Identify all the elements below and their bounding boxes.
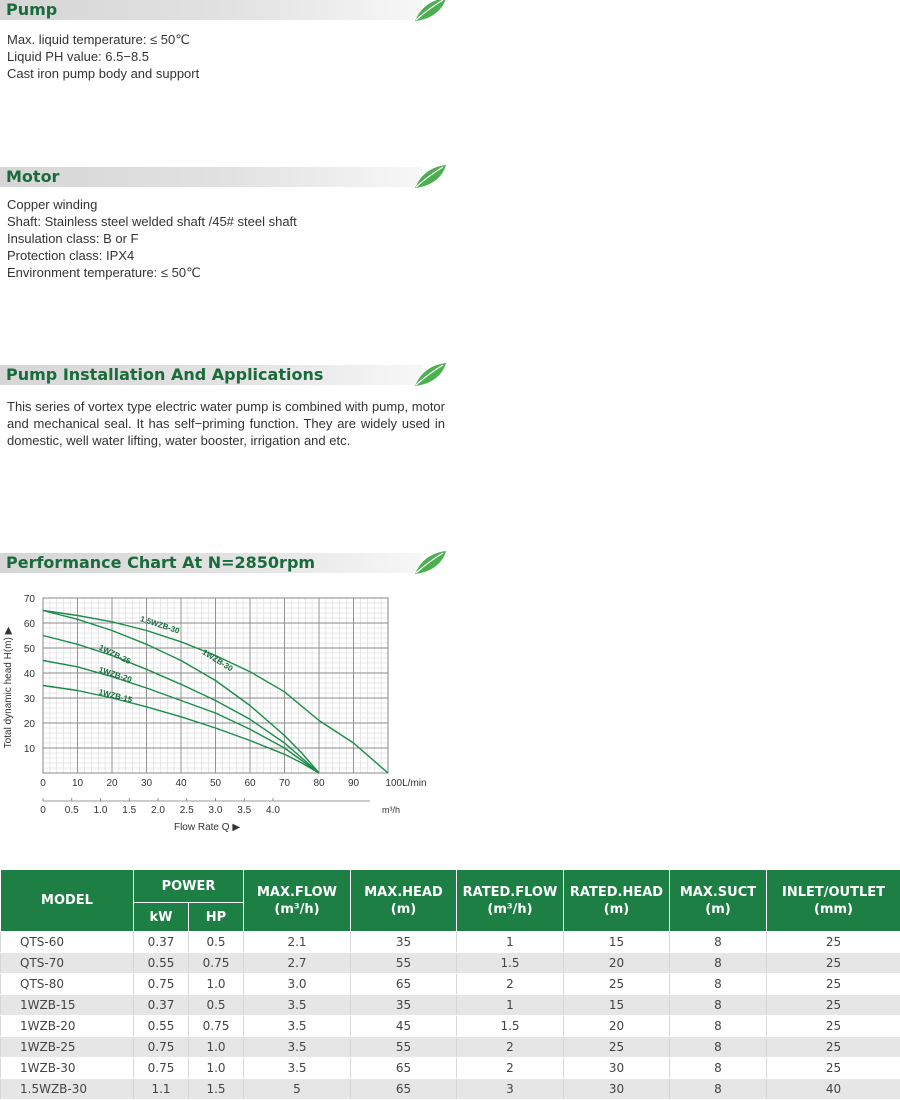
header-bar: [0, 0, 422, 20]
table-cell: 8: [670, 953, 767, 974]
x-tick-label: 10: [72, 778, 84, 789]
table-cell: 25: [767, 1016, 900, 1037]
series-label: 1WZB-20: [98, 665, 134, 684]
header-inlet-outlet: INLET/OUTLET (mm): [767, 870, 900, 932]
header-max-head: MAX.HEAD (m): [351, 870, 457, 932]
spec-line: Copper winding: [7, 196, 900, 213]
table-cell: 2: [457, 1037, 564, 1058]
table-cell: 1: [457, 932, 564, 953]
table-row: [1, 932, 900, 953]
x-tick-label: 100L/min: [385, 778, 426, 789]
y-axis-label: Total dynamic head H(m) ▶: [3, 626, 14, 748]
table-cell: 65: [351, 1058, 457, 1079]
spec-line: Max. liquid temperature: ≤ 50℃: [7, 31, 900, 48]
leaf-icon: [413, 164, 447, 190]
table-cell: 15: [564, 932, 670, 953]
table-cell: 0.75: [134, 974, 189, 995]
table-cell: 40: [767, 1079, 900, 1100]
table-cell: 25: [767, 995, 900, 1016]
series-label: 1WZB-30: [201, 648, 235, 674]
table-cell: 55: [351, 953, 457, 974]
pump-section: [0, 0, 900, 82]
table-cell: 65: [351, 1079, 457, 1100]
table-cell: 35: [351, 995, 457, 1016]
model-cell: 1WZB-20: [1, 1016, 134, 1037]
table-row: [1, 1037, 900, 1058]
table-cell: 2: [457, 1058, 564, 1079]
table-cell: 1.0: [189, 1058, 244, 1079]
table-cell: 0.5: [189, 995, 244, 1016]
motor-title: Motor: [6, 167, 59, 187]
y-tick-label: 70: [24, 594, 36, 605]
series-label: 1.5WZB-30: [139, 614, 181, 635]
model-cell: 1WZB-30: [1, 1058, 134, 1079]
table-cell: 30: [564, 1058, 670, 1079]
header-hp: HP: [189, 903, 244, 932]
x-tick-label-m3h: 0.5: [65, 805, 79, 816]
table-cell: 0.5: [189, 932, 244, 953]
x-tick-label-m3h: 0: [40, 805, 46, 816]
series-label: 1WZB-15: [98, 687, 134, 704]
pump-title: Pump: [6, 0, 57, 20]
series-label: 1WZB-25: [97, 643, 132, 666]
header-model: MODEL: [1, 870, 134, 932]
leaf-icon: [413, 0, 447, 23]
x-tick-label: 0: [40, 778, 46, 789]
header-power: POWER: [134, 870, 244, 903]
table-cell: 30: [564, 1079, 670, 1100]
x-tick-label: 70: [279, 778, 291, 789]
performance-header: [0, 553, 445, 575]
installation-section: [0, 365, 900, 449]
x-tick-label: 60: [244, 778, 256, 789]
table-cell: 1.0: [189, 1037, 244, 1058]
table-cell: 0.75: [189, 1016, 244, 1037]
x-tick-label-m3h: 2.5: [180, 805, 194, 816]
table-cell: 8: [670, 974, 767, 995]
header-rated-flow: RATED.FLOW (m³/h): [457, 870, 564, 932]
motor-header: [0, 167, 445, 189]
table-row: [1, 974, 900, 995]
table-row: [1, 1016, 900, 1037]
table-cell: 1.1: [134, 1079, 189, 1100]
header-rated-head: RATED.HEAD (m): [564, 870, 670, 932]
installation-text: This series of vortex type electric water pump is combined with pump, motor and mechanical seal. It has self−priming function. They are widely used in domestic, well water lifting, water booster, irrigation and etc.: [7, 398, 445, 449]
pump-header: [0, 0, 445, 22]
table-cell: 35: [351, 932, 457, 953]
table-cell: 8: [670, 1058, 767, 1079]
x-tick-label: 80: [313, 778, 325, 789]
table-cell: 25: [767, 974, 900, 995]
table-row: [1, 1079, 900, 1100]
table-row: [1, 1058, 900, 1079]
table-cell: 1: [457, 995, 564, 1016]
table-cell: 3.5: [244, 1016, 351, 1037]
spec-line: Cast iron pump body and support: [7, 65, 900, 82]
table-cell: 2: [457, 974, 564, 995]
header-max-flow: MAX.FLOW (m³/h): [244, 870, 351, 932]
table-cell: 0.55: [134, 953, 189, 974]
table-cell: 25: [564, 1037, 670, 1058]
table-cell: 0.55: [134, 1016, 189, 1037]
table-cell: 3.0: [244, 974, 351, 995]
model-cell: 1.5WZB-30: [1, 1079, 134, 1100]
table-cell: 1.5: [189, 1079, 244, 1100]
model-cell: 1WZB-25: [1, 1037, 134, 1058]
table-row: [1, 995, 900, 1016]
table-cell: 25: [767, 1037, 900, 1058]
table-cell: 20: [564, 953, 670, 974]
y-tick-label: 50: [24, 644, 36, 655]
table-cell: 3.5: [244, 995, 351, 1016]
leaf-icon: [413, 362, 447, 388]
table-cell: 8: [670, 995, 767, 1016]
table-cell: 0.75: [134, 1058, 189, 1079]
performance-section: [0, 553, 900, 575]
x-tick-label-m3h: 1.0: [94, 805, 108, 816]
performance-chart: [0, 588, 440, 838]
performance-title: Performance Chart At N=2850rpm: [6, 553, 315, 573]
installation-header: [0, 365, 445, 387]
table-cell: 1.5: [457, 1016, 564, 1037]
x-tick-label-m3h: 3.5: [237, 805, 251, 816]
x-axis-label: Flow Rate Q ▶: [174, 822, 240, 833]
x-tick-label: 20: [106, 778, 118, 789]
pump-specs: [7, 31, 900, 82]
spec-line: Shaft: Stainless steel welded shaft /45# steel shaft: [7, 213, 900, 230]
header-kw: kW: [134, 903, 189, 932]
table-cell: 3.5: [244, 1037, 351, 1058]
x-tick-label: 30: [141, 778, 153, 789]
table-cell: 25: [564, 974, 670, 995]
table-cell: 15: [564, 995, 670, 1016]
table-cell: 1.5: [457, 953, 564, 974]
model-cell: QTS-70: [1, 953, 134, 974]
table-cell: 2.7: [244, 953, 351, 974]
table-cell: 2.1: [244, 932, 351, 953]
spec-table: [0, 869, 900, 1100]
y-tick-label: 40: [24, 669, 36, 680]
x-unit-m3h: m³/h: [382, 805, 400, 815]
model-cell: QTS-80: [1, 974, 134, 995]
x-tick-label: 50: [210, 778, 222, 789]
model-cell: QTS-60: [1, 932, 134, 953]
x-tick-label-m3h: 1.5: [122, 805, 136, 816]
x-tick-label-m3h: 4.0: [266, 805, 280, 816]
header-bar: [0, 167, 422, 187]
spec-line: Environment temperature: ≤ 50℃: [7, 264, 900, 281]
table-cell: 55: [351, 1037, 457, 1058]
table-cell: 0.37: [134, 932, 189, 953]
table-cell: 8: [670, 1079, 767, 1100]
x-tick-label-m3h: 3.0: [209, 805, 223, 816]
y-tick-label: 60: [24, 619, 36, 630]
installation-title: Pump Installation And Applications: [6, 365, 323, 385]
y-tick-label: 10: [24, 744, 36, 755]
table-cell: 0.75: [189, 953, 244, 974]
spec-line: Protection class: IPX4: [7, 247, 900, 264]
table-cell: 3.5: [244, 1058, 351, 1079]
header-max-suct: MAX.SUCT (m): [670, 870, 767, 932]
x-tick-label-m3h: 2.0: [151, 805, 165, 816]
spec-line: Liquid PH value: 6.5−8.5: [7, 48, 900, 65]
y-tick-label: 30: [24, 694, 36, 705]
table-cell: 3: [457, 1079, 564, 1100]
table-cell: 8: [670, 1037, 767, 1058]
table-row: [1, 953, 900, 974]
table-cell: 0.37: [134, 995, 189, 1016]
table-cell: 8: [670, 1016, 767, 1037]
table-cell: 25: [767, 953, 900, 974]
table-cell: 5: [244, 1079, 351, 1100]
table-cell: 20: [564, 1016, 670, 1037]
spec-line: Insulation class: B or F: [7, 230, 900, 247]
motor-specs: [7, 196, 900, 281]
y-tick-label: 20: [24, 719, 36, 730]
table-cell: 8: [670, 932, 767, 953]
table-cell: 65: [351, 974, 457, 995]
table-cell: 25: [767, 932, 900, 953]
table-cell: 1.0: [189, 974, 244, 995]
x-tick-label: 90: [348, 778, 360, 789]
table-cell: 45: [351, 1016, 457, 1037]
x-tick-label: 40: [175, 778, 187, 789]
motor-section: [0, 167, 900, 281]
table-cell: 0.75: [134, 1037, 189, 1058]
model-cell: 1WZB-15: [1, 995, 134, 1016]
leaf-icon: [413, 550, 447, 576]
table-cell: 25: [767, 1058, 900, 1079]
